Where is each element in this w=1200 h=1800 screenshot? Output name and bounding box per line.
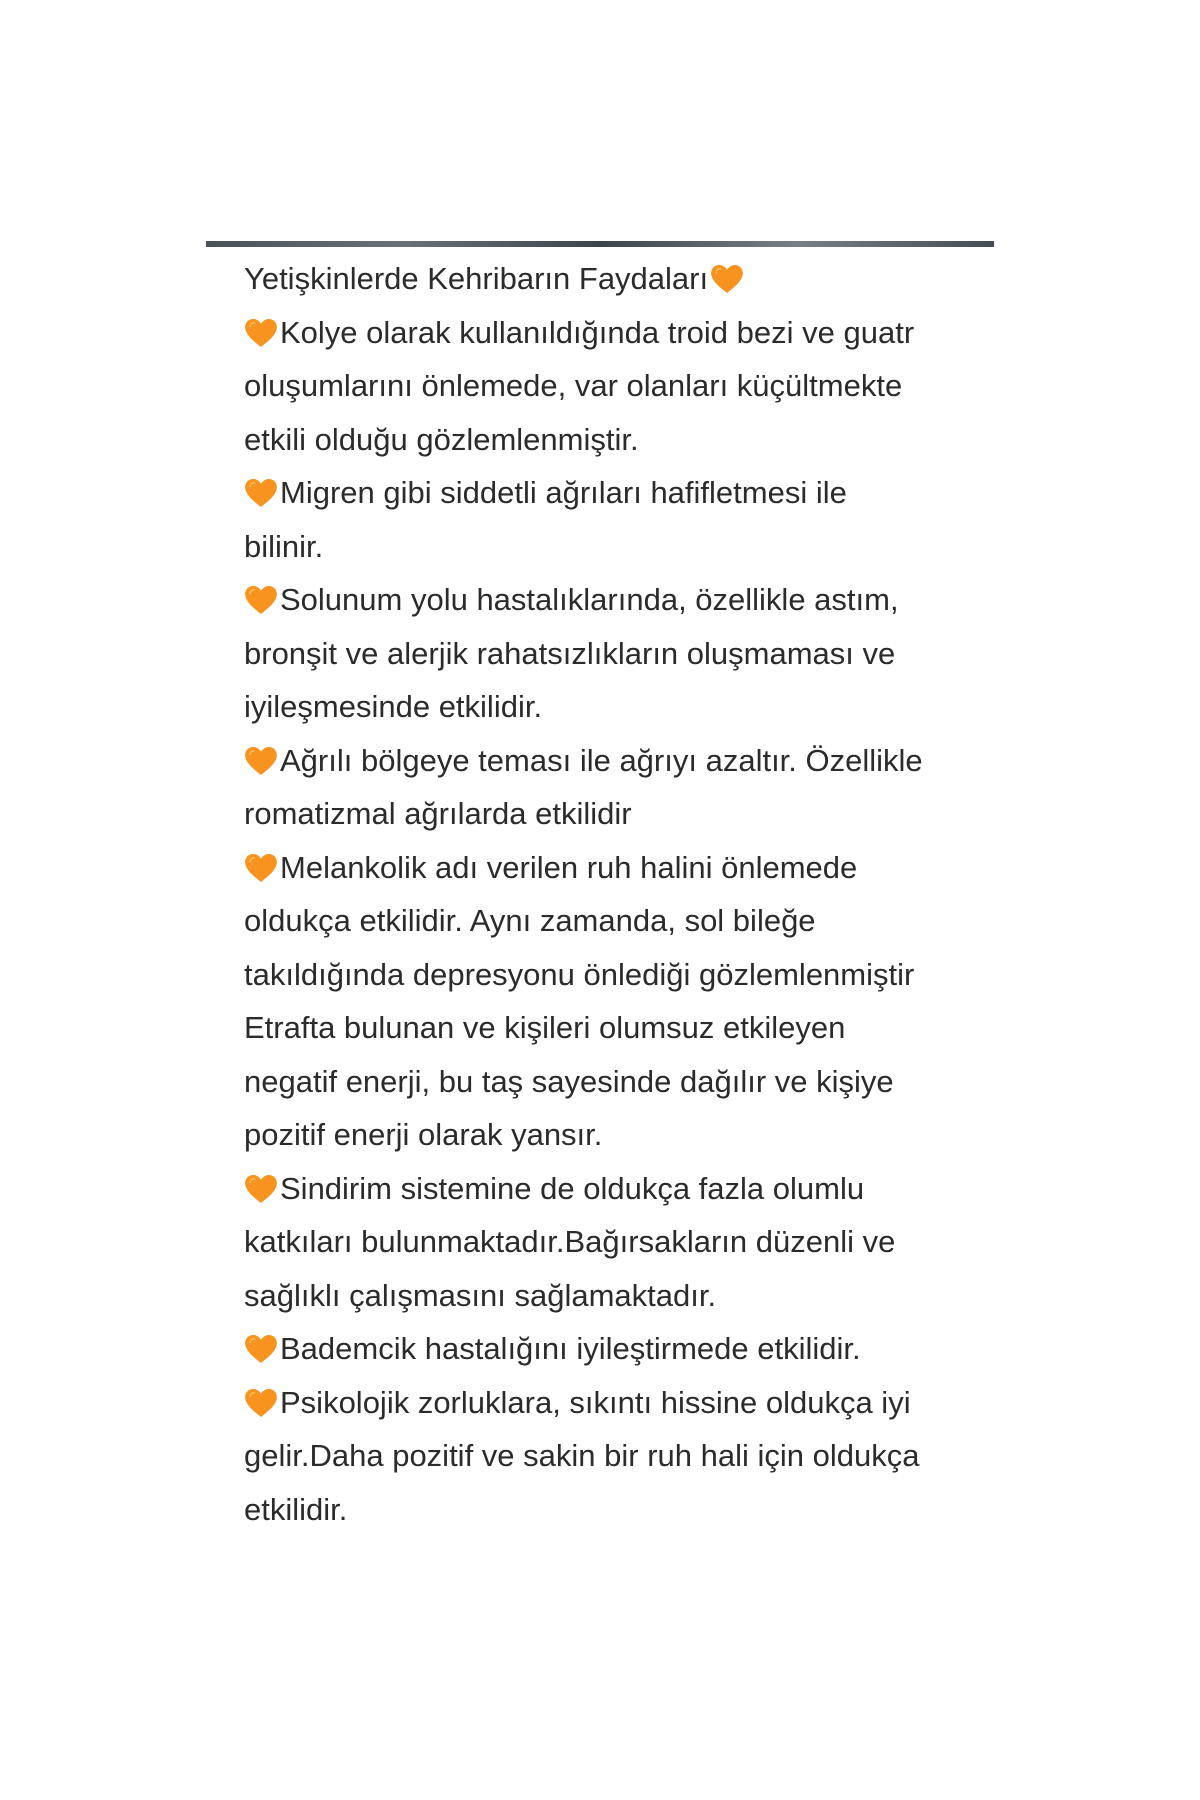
benefit-line-text: negatif enerji, bu taş sayesinde dağılır ve kişiye: [244, 1063, 894, 1099]
benefit-line-text: etkili olduğu gözlemlenmiştir.: [244, 421, 639, 457]
benefit-item-start: [244, 1322, 984, 1376]
benefit-line-text: etkilidir.: [244, 1491, 348, 1527]
orange-heart-icon: [244, 1334, 278, 1364]
benefit-item-start: [244, 306, 984, 360]
benefit-line-text: bilinir.: [244, 528, 324, 564]
benefit-line: [244, 1108, 984, 1162]
orange-heart-icon: [710, 264, 744, 294]
benefit-line: [244, 1483, 984, 1537]
post-title-text: Yetişkinlerde Kehribarın Faydaları: [244, 261, 709, 296]
benefit-line: [244, 1215, 984, 1269]
benefit-line-text: Bademcik hastalığını iyileştirmede etkilidir.: [280, 1331, 861, 1366]
benefit-line: [244, 1055, 984, 1109]
benefit-line-text: takıldığında depresyonu önlediği gözlemlenmiştir: [244, 956, 915, 992]
orange-heart-icon: [244, 318, 278, 348]
benefit-line-text: Migren gibi siddetli ağrıları hafifletmesi ile: [280, 475, 847, 510]
cropped-image-strip: [206, 241, 994, 247]
benefit-line: [244, 413, 984, 467]
benefit-line-text: Psikolojik zorluklara, sıkıntı hissine oldukça iyi: [280, 1384, 911, 1420]
benefit-item-start: [244, 734, 984, 788]
benefit-line-text: Etrafta bulunan ve kişileri olumsuz etkileyen: [244, 1010, 846, 1045]
benefit-line: [244, 787, 984, 841]
benefit-item-start: [244, 1376, 984, 1430]
benefit-line: [244, 894, 984, 948]
benefit-line-text: katkıları bulunmaktadır.Bağırsakların düzenli ve: [244, 1224, 896, 1259]
benefit-line-text: oldukça etkilidir. Aynı zamanda, sol bileğe: [244, 903, 816, 938]
orange-heart-icon: [244, 478, 278, 508]
benefit-line-text: iyileşmesinde etkilidir.: [244, 689, 543, 724]
benefit-line: [244, 948, 984, 1002]
benefit-item-start: [244, 1162, 984, 1216]
benefit-line-text: Sindirim sistemine de oldukça fazla olumlu: [280, 1170, 865, 1206]
benefit-item-start: [244, 841, 984, 895]
benefit-line-text: Solunum yolu hastalıklarında, özellikle astım,: [280, 582, 899, 617]
benefit-line-text: Kolye olarak kullanıldığında troid bezi ve guatr: [280, 314, 915, 350]
orange-heart-icon: [244, 1174, 278, 1204]
benefit-line: [244, 627, 984, 681]
benefit-line: [244, 359, 984, 413]
orange-heart-icon: [244, 1388, 278, 1418]
benefit-item-start: [244, 573, 984, 627]
benefit-line-text: pozitif enerji olarak yansır.: [244, 1117, 603, 1152]
benefit-line: [244, 680, 984, 734]
benefit-line: [244, 520, 984, 574]
benefit-line-text: Ağrılı bölgeye teması ile ağrıyı azaltır. Özellikle: [280, 742, 923, 778]
benefit-line: [244, 1429, 984, 1483]
benefit-item-start: [244, 466, 984, 520]
benefit-line-text: oluşumlarını önlemede, var olanları küçültmekte: [244, 368, 903, 403]
post-text: [244, 252, 984, 1536]
benefit-line: [244, 1269, 984, 1323]
benefit-line-text: romatizmal ağrılarda etkilidir: [244, 796, 632, 831]
benefit-line-text: gelir.Daha pozitif ve sakin bir ruh hali için oldukça: [244, 1438, 920, 1473]
benefit-line-text: bronşit ve alerjik rahatsızlıkların oluşmaması ve: [244, 635, 896, 671]
orange-heart-icon: [244, 746, 278, 776]
benefit-line-text: Melankolik adı verilen ruh halini önlemede: [280, 849, 858, 885]
orange-heart-icon: [244, 853, 278, 883]
post-title: [244, 252, 984, 306]
benefit-line-text: sağlıklı çalışmasını sağlamaktadır.: [244, 1277, 717, 1313]
benefit-list: [244, 306, 984, 1537]
benefit-line: [244, 1001, 984, 1055]
orange-heart-icon: [244, 585, 278, 615]
